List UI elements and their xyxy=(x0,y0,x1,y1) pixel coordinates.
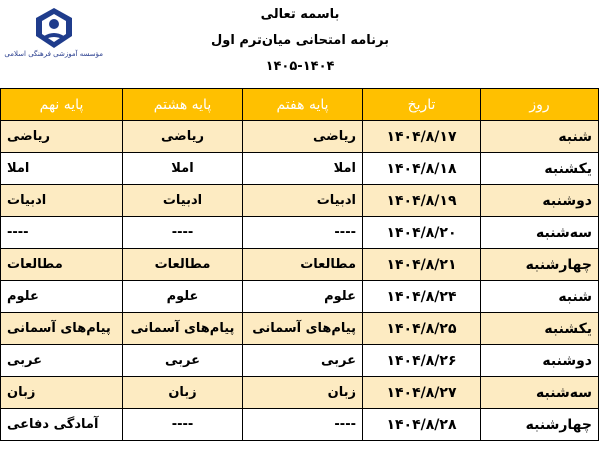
grade9-cell: ریاضی xyxy=(1,121,123,153)
grade8-cell: املا xyxy=(123,153,243,185)
date-cell: ۱۴۰۴/۸/۱۷ xyxy=(363,121,481,153)
table-row xyxy=(1,377,599,409)
day-cell: شنبه xyxy=(481,121,599,153)
col-header-grade8: پایه هشتم xyxy=(123,89,243,121)
day-cell: چهارشنبه xyxy=(481,409,599,441)
grade8-cell: ---- xyxy=(123,217,243,249)
table-row xyxy=(1,345,599,377)
day-cell: دوشنبه xyxy=(481,185,599,217)
institute-logo xyxy=(28,6,80,68)
grade8-cell: عربی xyxy=(123,345,243,377)
grade8-cell: ---- xyxy=(123,409,243,441)
day-cell: سه‌شنبه xyxy=(481,217,599,249)
date-cell: ۱۴۰۴/۸/۲۸ xyxy=(363,409,481,441)
grade7-cell: املا xyxy=(243,153,363,185)
date-cell: ۱۴۰۴/۸/۲۵ xyxy=(363,313,481,345)
day-cell: یکشنبه xyxy=(481,313,599,345)
col-header-grade9: پایه نهم xyxy=(1,89,123,121)
table-row xyxy=(1,121,599,153)
grade8-cell: زبان xyxy=(123,377,243,409)
exam-schedule-table xyxy=(0,88,599,441)
grade8-cell: ریاضی xyxy=(123,121,243,153)
grade9-cell: زبان xyxy=(1,377,123,409)
title-block xyxy=(140,2,460,80)
grade9-cell: ادبیات xyxy=(1,185,123,217)
grade7-cell: پیام‌های آسمانی xyxy=(243,313,363,345)
table-row xyxy=(1,185,599,217)
grade9-cell: آمادگی دفاعی xyxy=(1,409,123,441)
grade7-cell: ---- xyxy=(243,217,363,249)
academic-year: ۱۴۰۵-۱۴۰۴ xyxy=(265,59,335,74)
date-cell: ۱۴۰۴/۸/۲۰ xyxy=(363,217,481,249)
day-cell: چهارشنبه xyxy=(481,249,599,281)
day-cell: شنبه xyxy=(481,281,599,313)
grade7-cell: ادبیات xyxy=(243,185,363,217)
date-cell: ۱۴۰۴/۸/۱۸ xyxy=(363,153,481,185)
grade8-cell: مطالعات xyxy=(123,249,243,281)
logo-caption: مؤسسه آموزشی فرهنگی اسلامی xyxy=(4,50,103,58)
basmala-title: باسمه تعالی xyxy=(260,7,340,22)
grade7-cell: علوم xyxy=(243,281,363,313)
table-row xyxy=(1,409,599,441)
col-header-grade7: پایه هفتم xyxy=(243,89,363,121)
grade7-cell: ریاضی xyxy=(243,121,363,153)
exam-schedule-title: برنامه امتحانی میان‌ترم اول xyxy=(211,33,389,48)
grade8-cell: علوم xyxy=(123,281,243,313)
date-cell: ۱۴۰۴/۸/۲۶ xyxy=(363,345,481,377)
table-row xyxy=(1,281,599,313)
grade9-cell: املا xyxy=(1,153,123,185)
date-cell: ۱۴۰۴/۸/۱۹ xyxy=(363,185,481,217)
page-header xyxy=(0,0,600,90)
day-cell: سه‌شنبه xyxy=(481,377,599,409)
table-row xyxy=(1,217,599,249)
table-row xyxy=(1,249,599,281)
date-cell: ۱۴۰۴/۸/۲۷ xyxy=(363,377,481,409)
book-logo-icon xyxy=(28,6,80,54)
grade9-cell: علوم xyxy=(1,281,123,313)
day-cell: یکشنبه xyxy=(481,153,599,185)
col-header-date: تاریخ xyxy=(363,89,481,121)
date-cell: ۱۴۰۴/۸/۲۴ xyxy=(363,281,481,313)
grade8-cell: پیام‌های آسمانی xyxy=(123,313,243,345)
grade7-cell: عربی xyxy=(243,345,363,377)
table-header-row xyxy=(1,89,599,121)
grade9-cell: عربی xyxy=(1,345,123,377)
grade7-cell: زبان xyxy=(243,377,363,409)
day-cell: دوشنبه xyxy=(481,345,599,377)
grade9-cell: ---- xyxy=(1,217,123,249)
grade7-cell: ---- xyxy=(243,409,363,441)
grade8-cell: ادبیات xyxy=(123,185,243,217)
grade9-cell: مطالعات xyxy=(1,249,123,281)
grade9-cell: پیام‌های آسمانی xyxy=(1,313,123,345)
grade7-cell: مطالعات xyxy=(243,249,363,281)
table-row xyxy=(1,313,599,345)
table-row xyxy=(1,153,599,185)
col-header-day: روز xyxy=(481,89,599,121)
date-cell: ۱۴۰۴/۸/۲۱ xyxy=(363,249,481,281)
